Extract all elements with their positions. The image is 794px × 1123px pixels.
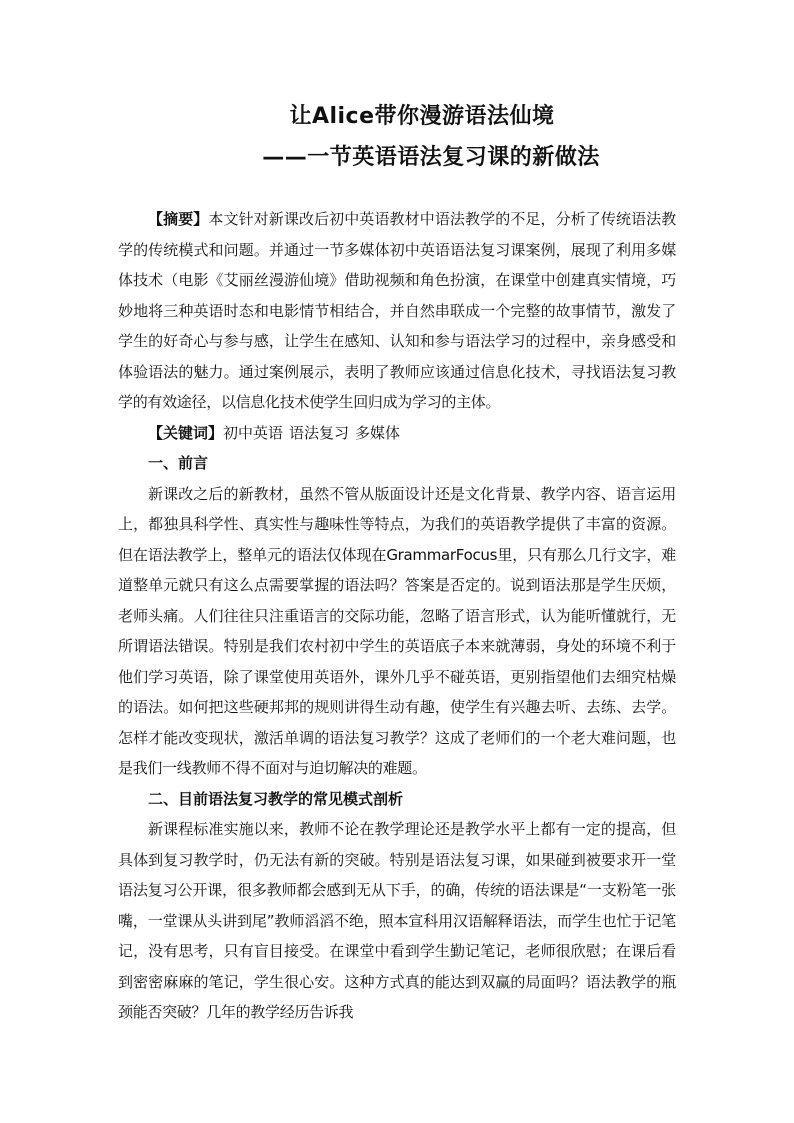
section-heading: 一、前言 xyxy=(148,454,209,472)
section-paragraph: 新课改之后的新教材，虽然不管从版面设计还是文化背景、教学内容、语言运用上，都独具科学性、真实性与趣味性等特点，为我们的英语教学提供了丰富的资源。但在语法教学上，整单元的语法仅体现在GrammarFocus里，只有那么几行文字，难道整单元就只有这么点需要掌握的语法吗？答案是否定的。说到语法那是学生厌烦，老师头痛。人们往往只注重语言的交际功能，忽略了语言形式，认为能听懂就行，无所谓语法错误。特别是我们农村初中学生的英语底子本来就薄弱，身处的环境不利于他们学习英语，除了课堂使用英语外，课外几乎不碰英语，更别指望他们去细究枯燥的语法。如何把这些硬邦邦的规则讲得生动有趣，使学生有兴趣去听、去练、去学。怎样才能改变现状，激活单调的语法复习教学？这成了老师们的一个老大难问题，也是我们一线教师不得不面对与迫切解决的难题。 xyxy=(118,484,676,777)
keywords-label: 【关键词】 xyxy=(148,423,224,442)
keywords-paragraph xyxy=(118,418,676,449)
keyword-term: 初中英语 xyxy=(223,423,284,442)
document-title: 让Alice带你漫游语法仙境 xyxy=(289,104,555,129)
section-paragraph: 新课程标准实施以来，教师不论在教学理论还是教学水平上都有一定的提高，但具体到复习教学时，仍无法有新的突破。特别是语法复习课，如果碰到被要求开一堂语法复习公开课，很多教师都会感到无从下手，的确，传统的语法课是“一支粉笔一张嘴，一堂课从头讲到尾”教师滔滔不绝，照本宣科用汉语解释语法，而学生也忙于记笔记，没有思考，只有盲目接受。在课堂中看到学生勤记笔记，老师很欣慰；在课后看到密密麻麻的笔记，学生很心安。这种方式真的能达到双赢的局面吗？语法教学的瓶颈能否突破？几年的教学经历告诉我 xyxy=(118,820,676,1021)
document-subtitle: ——一节英语语法复习课的新做法 xyxy=(262,145,600,170)
section-heading: 二、目前语法复习教学的常见模式剖析 xyxy=(148,789,404,808)
abstract-paragraph xyxy=(118,204,676,418)
abstract-label: 【摘要】 xyxy=(148,210,209,228)
keyword-term: 多媒体 xyxy=(355,423,401,442)
document-body xyxy=(118,204,676,1028)
keyword-term: 语法复习 xyxy=(289,423,350,442)
abstract-text: 本文针对新课改后初中英语教材中语法教学的不足，分析了传统语法教学的传统模式和问题。并通过一节多媒体初中英语语法复习课案例，展现了利用多媒体技术（电影《艾丽丝漫游仙境》借助视频和角色扮演，在课堂中创建真实情境，巧妙地将三种英语时态和电影情节相结合，并自然串联成一个完整的故事情节，激发了学生的好奇心与参与感，让学生在感知、认知和参与语法学习的过程中，亲身感受和体验语法的魅力。通过案例展示，表明了教师应该通过信息化技术，寻找语法复习教学的有效途径，以信息化技术使学生回归成为学习的主体。 xyxy=(118,210,676,411)
